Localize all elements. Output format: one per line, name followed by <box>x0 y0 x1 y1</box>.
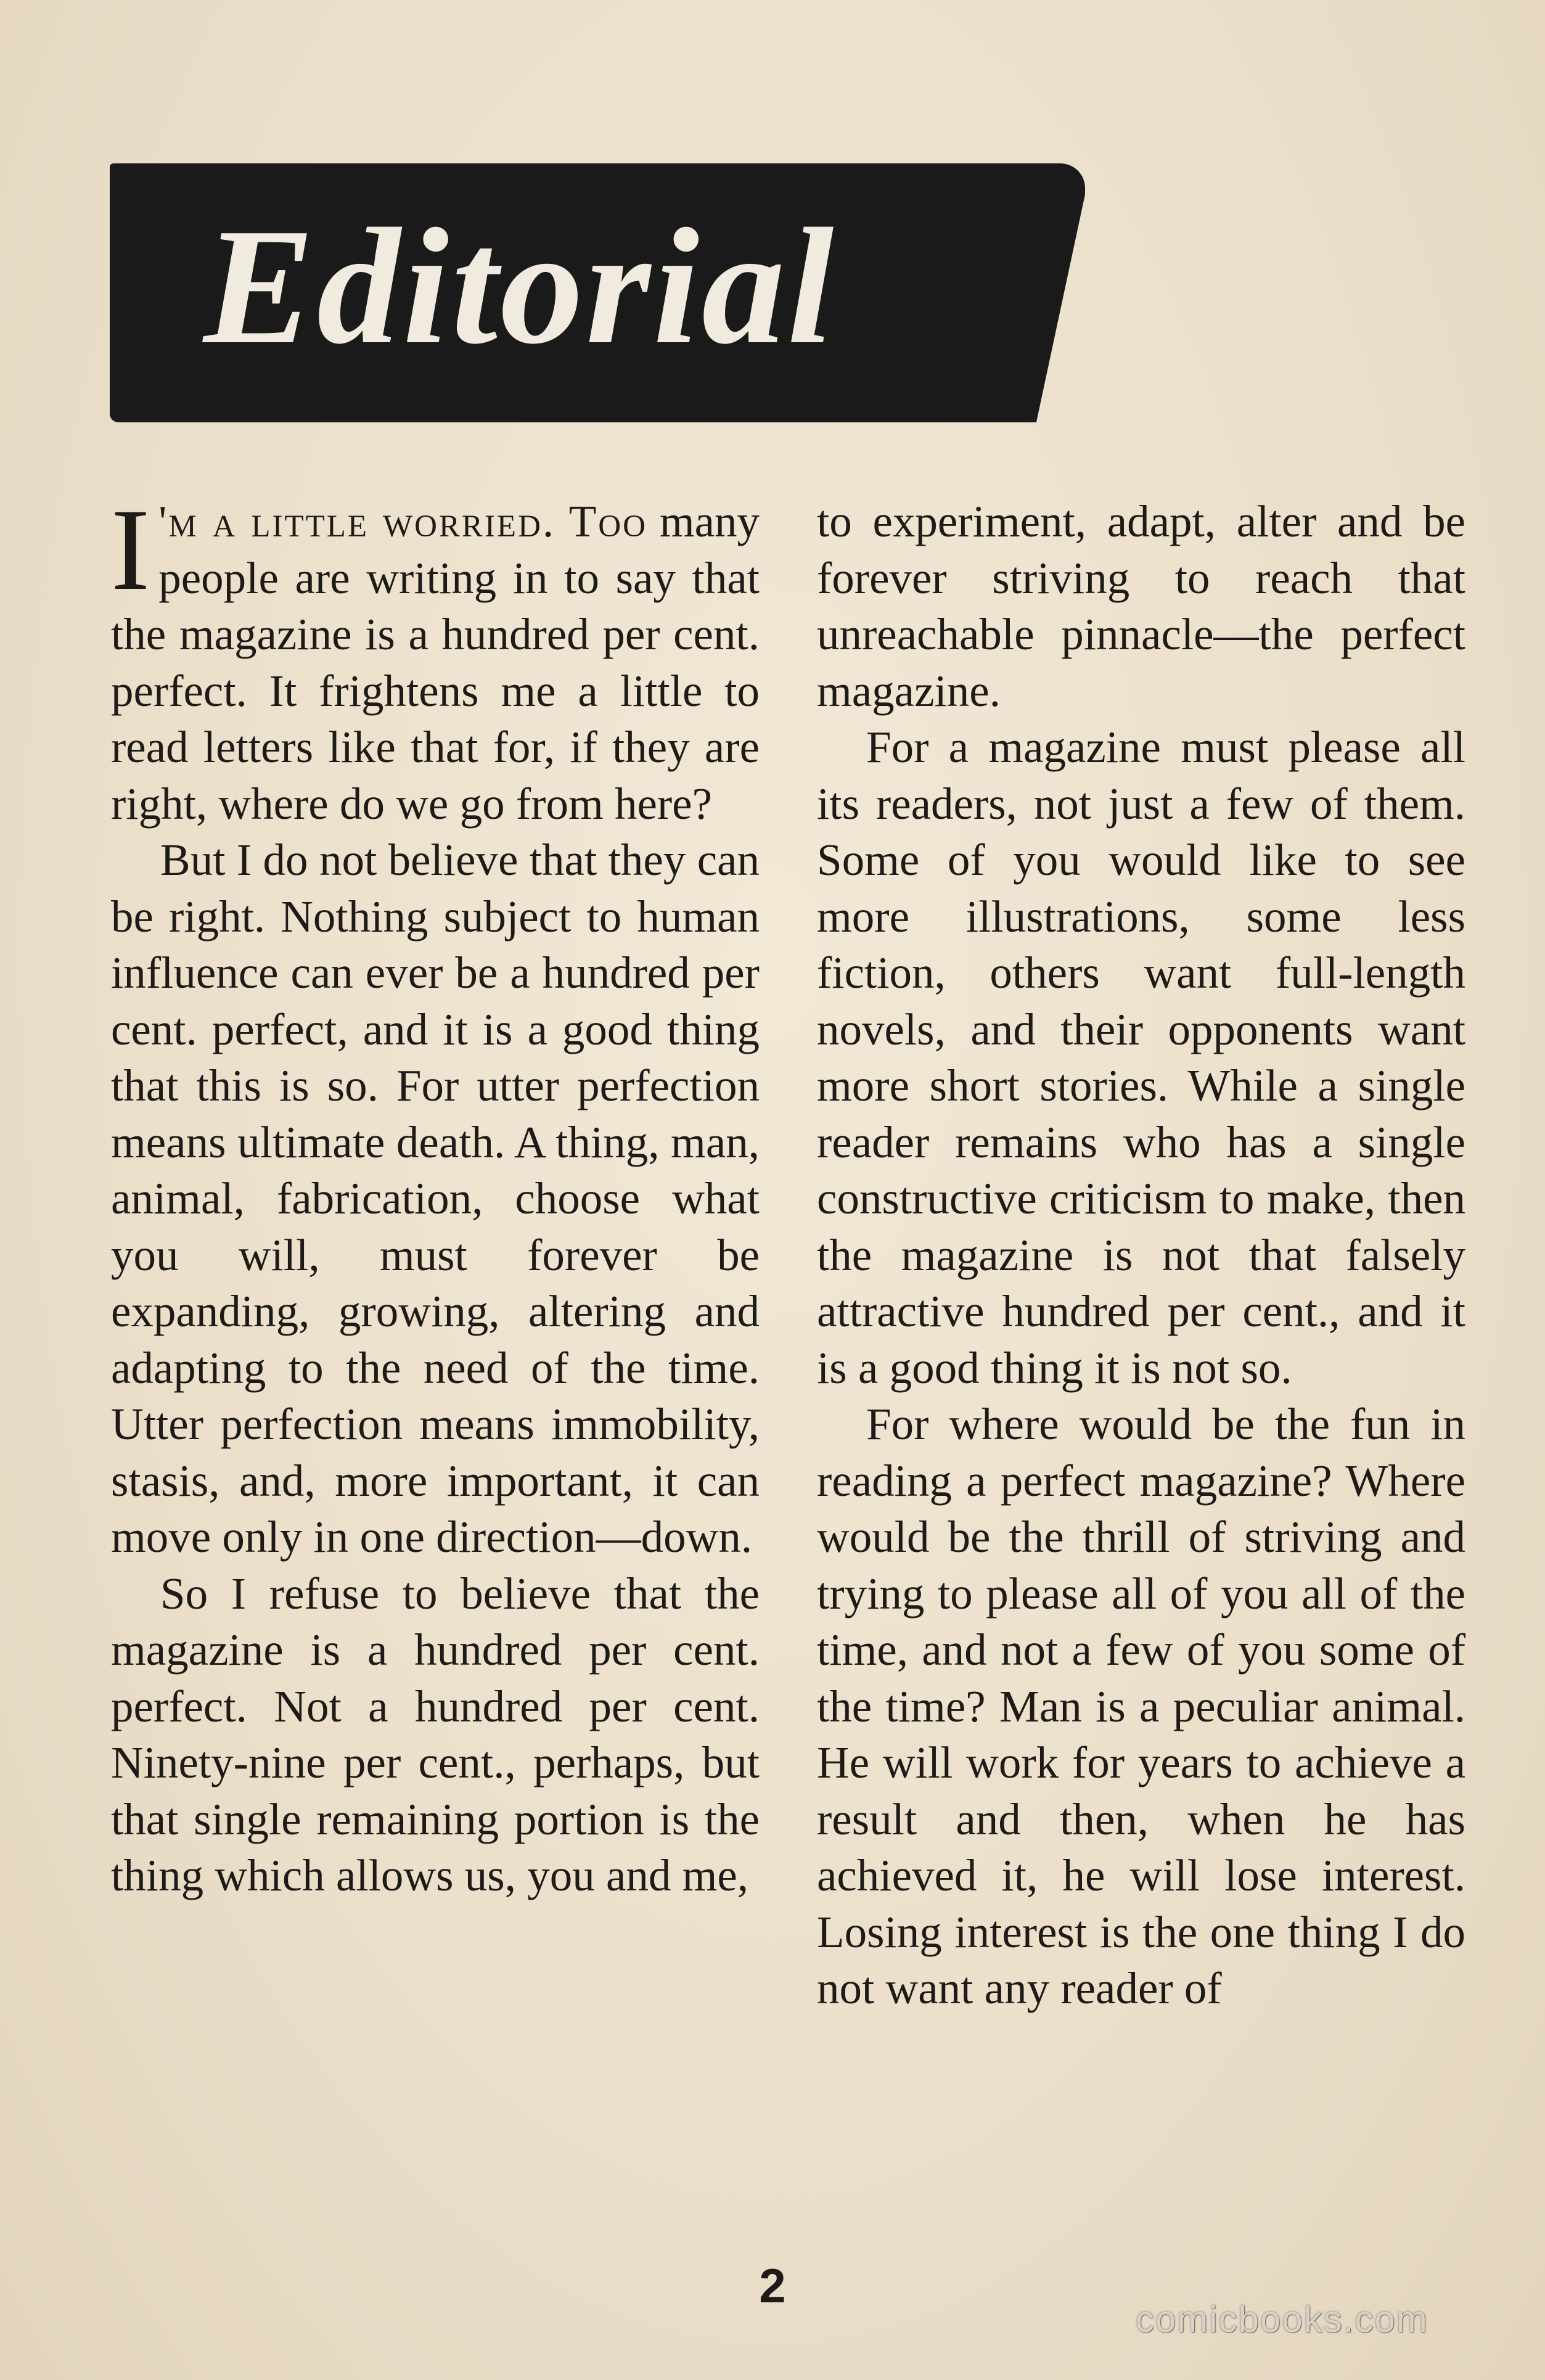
paragraph-3-continued: to experiment, adapt, alter and be forever striving to reach that unreachable pinnacle—the perfect magazine. <box>817 496 1465 716</box>
editorial-title: Editorial <box>203 194 837 379</box>
left-column <box>111 485 760 1904</box>
page-number: 2 <box>759 2259 786 2313</box>
paragraph-2: But I do not believe that they can be right. Nothing subject to human influence can ever be a hundred per cent. perfect, and it is a good thing that this is so. For utter perfection means ultimate death. A thing, man, animal, fabrication, choose what you will, must forever be expanding, growing, altering and adapting to the need of the time. Utter perfection means immobility, stasis, and, more important, it can move only in one direction—down. <box>111 835 760 1562</box>
paragraph-4: For a magazine must please all its readers, not just a few of them. Some of you would like to see more illustrations, some less fiction, others want full-length novels, and their opponents want more short stories. While a single reader remains who has a single constructive criticism to make, then the magazine is not that falsely attractive hundred per cent., and it is a good thing it is not so. <box>817 722 1465 1393</box>
opening-small-caps: 'm a little worried. Too <box>158 496 647 546</box>
paragraph-5: For where would be the fun in reading a perfect magazine? Where would be the thrill of striving and trying to please all of you all of the time, and not a few of you some of the time? Man is a peculiar animal. He will work for years to achieve a result and then, when he has achieved it, he will lose interest. Losing interest is the one thing I do not want any reader of <box>817 1399 1465 2013</box>
watermark: comicbooks.com <box>1136 2299 1428 2340</box>
drop-cap: I <box>111 485 150 615</box>
paragraph-3: So I refuse to believe that the magazine is a hundred per cent. perfect. Not a hundred per cent. Ninety-nine per cent., perhaps, but that single remaining portion is the thing which allows us, you and me, <box>111 1568 760 1900</box>
paragraph-1 <box>111 485 760 832</box>
right-column <box>817 493 1465 2017</box>
paragraph-1-text: many people are writing in to say that the magazine is a hundred per cent. perfect. It frightens me a little to read letters like that for, if they are right, where do we go from here? <box>111 496 760 829</box>
